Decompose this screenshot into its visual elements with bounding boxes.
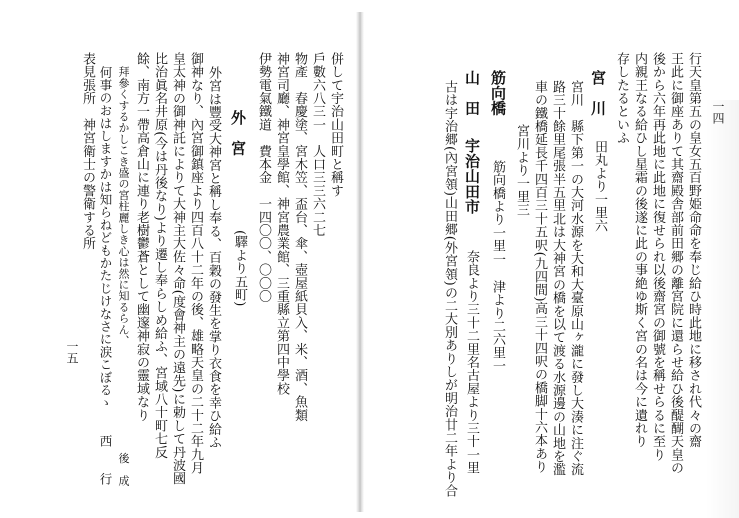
text-column: 内親王なる給ひし星霜の後遂に此の事絶ゆ斯く宮の名は今に遺れり [632,52,647,449]
text-column: 比治眞名井原(今は丹後なり)より遷し奉らしめ給ふ、宮域八十町七反 [152,52,167,459]
section-heading-ujiyamada-city: 宇治山田市 [463,138,481,214]
book-gutter [356,12,364,512]
text-column: 行天皇第五の皇女五百野姫命命を奉じ給ひ時此地に移され代々の齋 [686,52,701,448]
text-column: 後から六年再此地に此地に復せられ以後齋宮の御號を稱せらるに至り [650,52,665,462]
section-heading-sujimukaibashi: 筋向橋 [489,70,507,116]
distance-note: 田丸より一里六 [592,140,607,233]
distance-note: (驛より五町) [232,230,247,307]
text-column: 餘、南方一帶高倉山に連り老樹鬱蒼として幽邃神寂の靈域なり [134,52,149,422]
left-page [0,0,356,518]
poem-column: 拜參くするかしこき盛の宮柱麗しき心は然に知るらん、 後 成 [117,66,130,487]
poem-column: 何事のおはしますかは知らねどもかたじけなさに涙こぼるゝ 西 行 [98,66,113,486]
text-column: 古は宇治郷(內宮領)山田郷(外宮領)の二大別ありしが明治廿二年より合 [442,80,457,498]
text-column: 宮川 縣下第一の大河水源を大和大臺原山ヶ瀧に發し大湊に注ぐ流 [568,80,583,476]
section-heading-geku: 外 宮 [229,110,247,156]
page-number-left: 一五 [65,340,79,364]
text-column: 存したるといふ [614,52,629,145]
text-column: 外宮は豐受大神宮と稱し奉る、百穀の發生を掌り衣食を幸ひ給ふ [206,66,221,449]
section-heading-miyagawa: 宮 川 [589,70,607,116]
text-column: 神宮司廳、神宮皇學館、神宮農業館、三重縣立第四中學校 [274,52,289,396]
text-column: 戶數六八三一 人口三三六二七 [310,52,325,237]
page-number-right: 一四 [711,100,725,124]
text-column: 物產 春慶塗、宮木笠、盃台、傘、壺屋紙貝入、米、酒、魚類 [292,52,307,422]
text-column: 王此に御座ありて其齋殿舎部前田郷の離宮院に還らせ給ひ後醍醐天皇の [668,52,683,475]
section-heading-yamada: 山 田 [463,70,481,116]
text-column: 併して宇治山田町と稱す [328,52,343,198]
text-column: 表見張所 神宮衛士の警衛する所 [80,52,95,250]
right-page [364,0,739,518]
text-column: 車の鐵橋延長千四百三十五呎(九四間)高三十四呎の橋脚十六本あり [532,80,547,474]
distance-note: 津より二六里一 [490,280,505,373]
distance-note: 筋向橋より一里一 [490,160,505,266]
text-column: 御神なり、內宮御鎮座より四百八十二年の後、雄略天皇の二十二年九月 [188,52,203,475]
distance-note: 奈良より三十二里名古屋より三十一里 [464,250,479,475]
text-column: 皇太神の御神託によりて大神主大佐々命(度會神主の遠先)に勅して丹波國 [170,52,185,485]
text-column: 路三十餘里尾張半五里北は大神宮の橋を以て渡る水源邊の山地を濫 [550,80,565,476]
distance-note: 宮川より一里三 [514,124,529,217]
text-column: 伊勢電氣鐵道 費本金 一四〇〇、〇〇〇 [256,52,271,303]
